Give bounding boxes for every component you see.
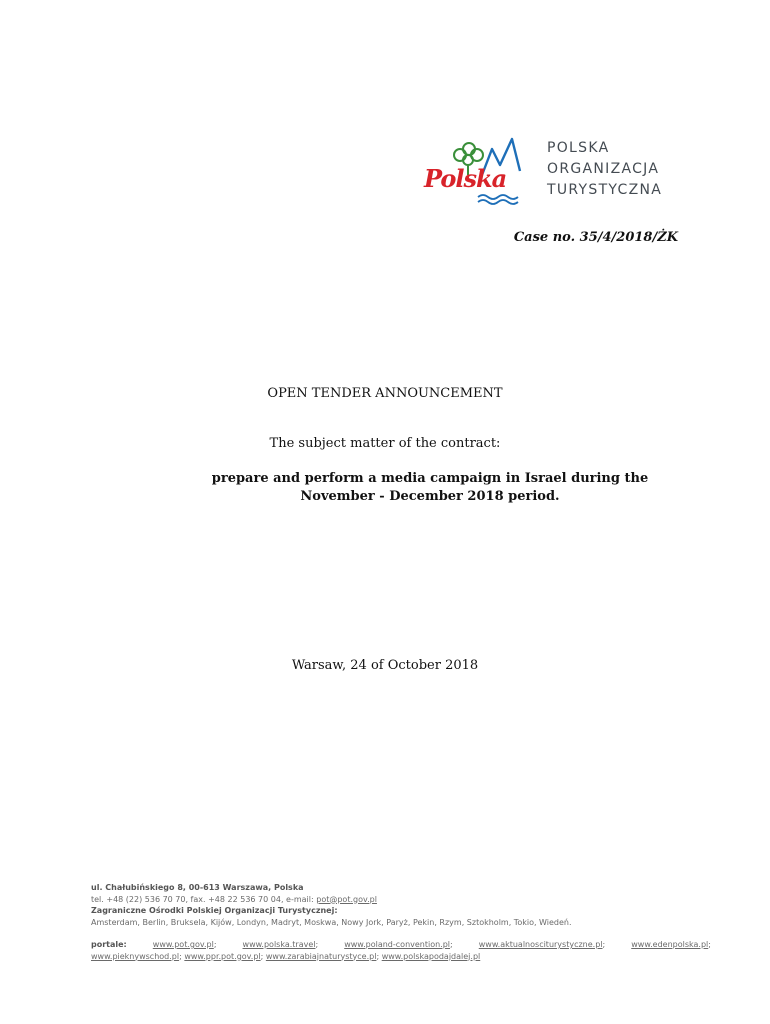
footer-portal-link[interactable]: www.polskapodajdalej.pl bbox=[381, 951, 481, 961]
contract-description-line-2: November - December 2018 period. bbox=[300, 489, 560, 504]
case-number: Case no. 35/4/2018/ŻK bbox=[513, 230, 678, 245]
footer-agencies-title: Zagraniczne Ośrodki Polskiej Organizacji Turystycznej: bbox=[91, 906, 338, 915]
footer bbox=[91, 882, 711, 962]
contract-description bbox=[175, 470, 685, 506]
footer-portal-link[interactable]: www.pieknywschod.pl bbox=[91, 951, 180, 961]
footer-portal-link[interactable]: www.pot.gov.pl bbox=[152, 940, 214, 949]
footer-portal-item: www.poland-convention.pl; bbox=[344, 940, 453, 949]
place-and-date: Warsaw, 24 of October 2018 bbox=[291, 658, 479, 673]
footer-portals-label: portale: bbox=[91, 940, 127, 949]
footer-portal-link[interactable]: www.edenpolska.pl bbox=[631, 940, 709, 949]
logo bbox=[420, 135, 700, 215]
footer-portal-item: www.aktualnosciturystyczne.pl; bbox=[478, 940, 606, 949]
footer-portal-link[interactable]: www.polska.travel bbox=[242, 940, 316, 949]
footer-address: ul. Chałubińskiego 8, 00-613 Warszawa, Polska bbox=[91, 883, 304, 892]
logo-line-3: TURYSTYCZNA bbox=[547, 182, 663, 198]
logo-line-1: POLSKA bbox=[547, 140, 610, 156]
footer-portal-item: www.polska.travel; bbox=[242, 940, 319, 949]
footer-portals-row-2: www.pieknywschod.pl; www.ppr.pot.gov.pl; www.zarabiajnaturystyce.pl; www.polskapodajdalej.pl bbox=[91, 951, 481, 961]
subject-label: The subject matter of the contract: bbox=[269, 436, 501, 451]
polska-logo-graphic bbox=[420, 135, 532, 213]
document-title bbox=[0, 386, 770, 401]
footer-agencies-list: Amsterdam, Berlin, Bruksela, Kijów, Londyn, Madryt, Moskwa, Nowy Jork, Paryż, Pekin, Rzym, Sztokholm, Tokio, Wiedeń. bbox=[91, 917, 572, 927]
footer-portals-row-1 bbox=[91, 939, 711, 951]
contract-description-line-1: prepare and perform a media campaign in Israel during the bbox=[211, 471, 649, 486]
footer-portal-link[interactable]: www.aktualnosciturystyczne.pl bbox=[478, 940, 603, 949]
footer-portal-item: www.pot.gov.pl; bbox=[152, 940, 217, 949]
svg-text:Polska: Polska bbox=[424, 164, 507, 193]
footer-contact bbox=[91, 894, 711, 906]
logo-organization-name bbox=[547, 138, 662, 201]
footer-portal-link[interactable]: www.zarabiajnaturystyce.pl bbox=[265, 951, 377, 961]
footer-email-link[interactable]: pot@pot.gov.pl bbox=[316, 894, 377, 904]
footer-portal-item: www.edenpolska.pl; bbox=[631, 940, 711, 949]
footer-portal-link[interactable]: www.ppr.pot.gov.pl bbox=[184, 951, 261, 961]
document-title-text: OPEN TENDER ANNOUNCEMENT bbox=[267, 386, 503, 401]
logo-line-2: ORGANIZACJA bbox=[547, 161, 660, 177]
footer-contact-text: tel. +48 (22) 536 70 70, fax. +48 22 536 70 04, e-mail: bbox=[91, 894, 317, 904]
footer-portal-link[interactable]: www.poland-convention.pl bbox=[344, 940, 451, 949]
